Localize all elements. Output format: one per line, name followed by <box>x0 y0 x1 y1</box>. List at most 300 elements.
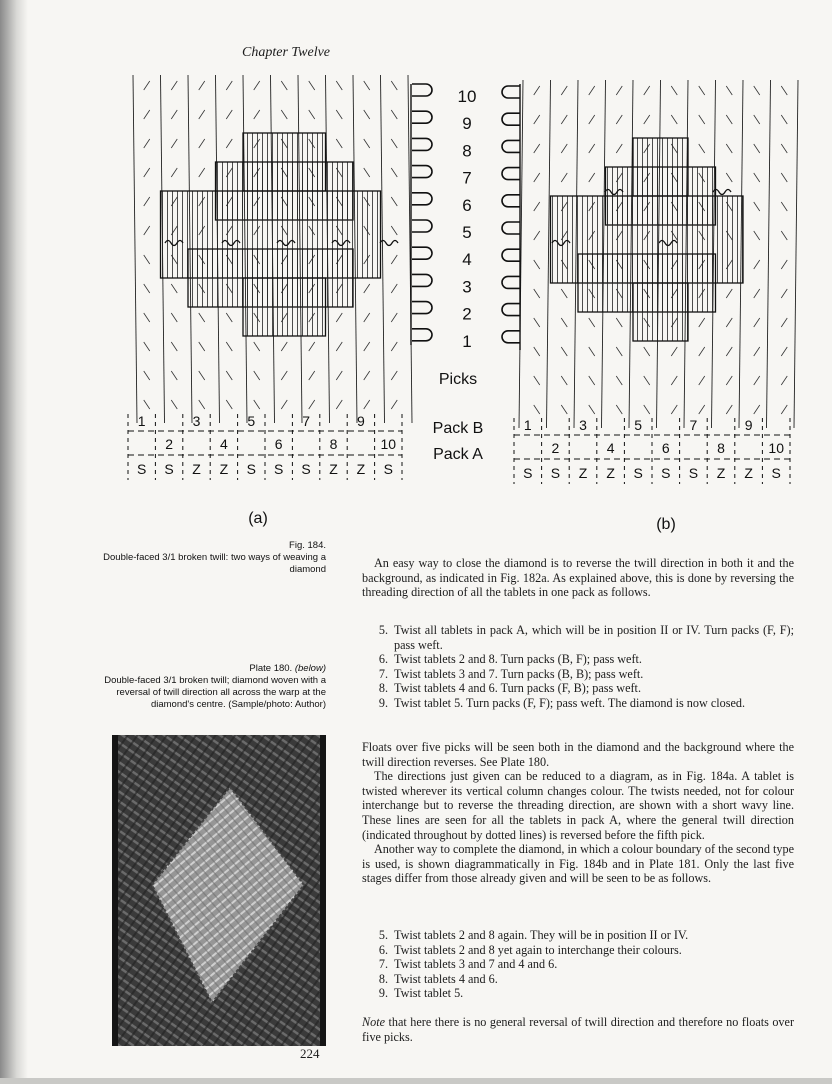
pack-a-number: 10 <box>380 436 397 452</box>
step-number: 9. <box>378 695 388 710</box>
twill-tick <box>561 86 567 95</box>
pack-b-number: 9 <box>357 413 365 429</box>
twill-tick <box>781 260 787 269</box>
twill-tick <box>616 318 622 327</box>
twill-tick <box>699 405 705 414</box>
pack-a-number: 10 <box>768 440 784 456</box>
twill-tick <box>561 173 567 182</box>
twill-tick <box>726 115 732 124</box>
twill-tick <box>534 376 540 385</box>
twill-tick <box>561 347 567 356</box>
twill-tick <box>754 231 760 240</box>
twill-tick <box>254 81 260 90</box>
twill-tick <box>226 81 232 90</box>
tablet-card-icon <box>412 274 432 286</box>
twill-tick <box>699 115 705 124</box>
twill-tick <box>616 347 622 356</box>
twill-tick <box>391 284 397 293</box>
tablet-card-icon <box>502 168 520 180</box>
threading-letter: Z <box>716 465 726 481</box>
plate-180-title-line <box>90 663 326 675</box>
twill-tick <box>171 400 177 409</box>
tablet-card-icon <box>412 111 432 123</box>
pack-a-number: 6 <box>661 440 670 456</box>
twill-tick <box>589 347 595 356</box>
twill-tick <box>226 342 232 351</box>
twill-tick <box>616 115 622 124</box>
page-bottom-edge <box>0 1078 832 1084</box>
twill-tick <box>671 347 677 356</box>
twill-tick <box>781 144 787 153</box>
diamond-block <box>633 283 688 341</box>
twill-tick <box>754 144 760 153</box>
twill-tick <box>781 376 787 385</box>
pick-number: 6 <box>462 195 472 215</box>
twill-tick <box>561 318 567 327</box>
tablet-card-icon <box>412 247 432 259</box>
twill-tick <box>391 168 397 177</box>
step-item <box>362 972 794 987</box>
tablet-card-icon <box>412 166 432 178</box>
threading-letter: S <box>550 465 561 481</box>
twill-tick <box>144 371 150 380</box>
twill-tick <box>364 110 370 119</box>
threading-letter: S <box>246 461 256 477</box>
panel-b-label: (b) <box>656 516 676 533</box>
twill-tick <box>171 110 177 119</box>
twill-tick <box>336 371 342 380</box>
tablet-card-icon <box>502 140 520 152</box>
step-number: 6. <box>378 652 388 667</box>
twill-tick <box>561 405 567 414</box>
twill-tick <box>391 371 397 380</box>
paragraph-text: The directions just given can be reduced to a diagram, as in Fig. 184a. A tablet is twisted wherever its vertical column changes colour. The twists needed, not for colour interchange but to reverse the threading direction, are shown with a short wavy line. These lines are seen for all the tablets in pack A, where the general twill direction (indicated throughout by dotted lines) is reversed before the fifth pick. <box>362 769 794 842</box>
warp-column-line <box>767 80 771 428</box>
steps-list-1 <box>362 623 794 711</box>
twill-tick <box>726 376 732 385</box>
twill-tick <box>144 81 150 90</box>
step-number: 5. <box>378 928 388 942</box>
twill-tick <box>226 139 232 148</box>
steps-list-2 <box>362 928 794 1001</box>
twill-tick <box>561 144 567 153</box>
twill-tick <box>391 139 397 148</box>
threading-letter: S <box>523 465 533 481</box>
twill-tick <box>534 231 540 240</box>
panel-a-label: (a) <box>248 510 268 527</box>
twill-tick <box>644 86 650 95</box>
warp-column-line <box>133 75 137 423</box>
twill-tick <box>364 81 370 90</box>
pick-number: 8 <box>462 141 472 161</box>
pack-a-number: 8 <box>717 440 725 456</box>
step-number: 7. <box>378 957 388 972</box>
twill-tick <box>254 342 260 351</box>
tablet-card-icon <box>502 276 520 288</box>
twill-tick <box>534 260 540 269</box>
twill-tick <box>616 144 622 153</box>
pick-number: 5 <box>462 223 472 242</box>
pick-number: 10 <box>457 87 477 106</box>
threading-letter: Z <box>744 465 753 481</box>
twill-tick <box>781 231 787 240</box>
twill-tick <box>336 139 342 148</box>
twill-tick <box>226 400 232 409</box>
twill-tick <box>534 173 540 182</box>
twill-tick <box>671 86 677 95</box>
twill-tick <box>671 405 677 414</box>
threading-letter: S <box>274 461 284 477</box>
twill-tick <box>309 400 315 409</box>
step-text: Twist tablets 3 and 7 and 4 and 6. <box>394 957 558 972</box>
twill-tick <box>644 376 650 385</box>
twill-tick <box>391 313 397 322</box>
twill-tick <box>781 405 787 414</box>
threading-letter: S <box>633 465 643 481</box>
twill-tick <box>534 202 540 211</box>
twill-tick <box>199 110 205 119</box>
tablet-card-icon <box>412 302 432 314</box>
pick-number: 1 <box>462 331 472 351</box>
twill-tick <box>144 197 150 206</box>
twill-tick <box>534 86 540 95</box>
twill-tick <box>754 173 760 182</box>
threading-letter: S <box>164 461 174 477</box>
twill-tick <box>281 371 287 380</box>
twill-tick <box>754 115 760 124</box>
twill-tick <box>699 144 705 153</box>
twill-tick <box>364 168 370 177</box>
twill-tick <box>589 144 595 153</box>
diagram-panel-a <box>133 75 412 423</box>
tablet-card-icon <box>412 193 432 205</box>
twill-tick <box>671 115 677 124</box>
twill-tick <box>644 115 650 124</box>
twill-tick <box>391 342 397 351</box>
paragraph-text: An easy way to close the diamond is to reverse the twill direction in both it and the background, as indicated in Fig. 182a. As explained above, this is done by reversing the threading direction of all the tablets in one pack as follows. <box>362 556 794 600</box>
twill-tick <box>534 405 540 414</box>
step-item <box>362 986 794 1001</box>
twill-tick <box>561 376 567 385</box>
twill-tick <box>699 86 705 95</box>
twill-tick <box>281 110 287 119</box>
twill-tick <box>589 173 595 182</box>
step-item <box>362 623 794 652</box>
twill-tick <box>144 226 150 235</box>
twill-tick <box>616 405 622 414</box>
paragraph-text: Another way to complete the diamond, in which a colour boundary of the second type is used, is shown diagrammatically in Fig. 184b and in Plate 181. Only the last five stages differ from those already given and will be seen to be as follows. <box>362 842 794 886</box>
twill-tick <box>534 144 540 153</box>
step-item <box>362 667 794 682</box>
twill-tick <box>726 144 732 153</box>
twill-tick <box>781 289 787 298</box>
twill-tick <box>391 81 397 90</box>
twill-tick <box>589 405 595 414</box>
pick-numbers <box>458 87 477 351</box>
pack-a-number: 4 <box>220 436 228 452</box>
twill-tick <box>364 400 370 409</box>
tablet-card-icon <box>502 331 520 343</box>
twill-tick <box>644 405 650 414</box>
pick-number: 2 <box>462 304 472 324</box>
twill-tick <box>199 400 205 409</box>
twill-tick <box>391 226 397 235</box>
twill-tick <box>254 110 260 119</box>
step-number: 8. <box>378 681 388 696</box>
pick-number: 4 <box>462 250 472 270</box>
threading-letter: Z <box>606 465 615 481</box>
tablet-card-icon <box>412 220 432 232</box>
body-paragraphs-2 <box>362 740 794 886</box>
twill-tick <box>144 284 150 293</box>
twill-tick <box>726 405 732 414</box>
twill-tick <box>534 115 540 124</box>
twill-tick <box>754 260 760 269</box>
twill-tick <box>171 284 177 293</box>
twill-tick <box>281 81 287 90</box>
step-text: Twist tablets 2 and 8 yet again to interchange their colours. <box>394 942 682 957</box>
diagram-panel-b <box>519 80 798 428</box>
tablet-card-icon <box>502 86 520 98</box>
picks-label: Picks <box>438 371 478 388</box>
twill-tick <box>754 289 760 298</box>
running-head: Chapter Twelve <box>242 45 331 60</box>
step-number: 9. <box>378 986 388 1001</box>
threading-letter: Z <box>192 461 201 477</box>
step-item <box>362 681 794 696</box>
twill-tick <box>391 400 397 409</box>
step-number: 8. <box>378 971 388 986</box>
note-label: Note <box>362 1015 386 1029</box>
pack-b-number: 3 <box>579 417 587 433</box>
plate-180-title: Plate 180. <box>249 663 293 674</box>
step-text: Twist all tablets in pack A, which will be in position II or IV. Turn packs (F, F); pass weft. <box>394 623 794 652</box>
pack-a-number: 6 <box>274 436 283 452</box>
threading-letter: Z <box>329 461 338 477</box>
twill-tick <box>144 400 150 409</box>
twill-tick <box>391 197 397 206</box>
tablet-card-icon <box>502 304 520 316</box>
twill-tick <box>781 202 787 211</box>
twill-tick <box>171 371 177 380</box>
twill-tick <box>616 86 622 95</box>
pack-a-label: Pack A <box>433 446 483 463</box>
step-text: Twist tablets 2 and 8. Turn packs (B, F); pass weft. <box>394 652 642 667</box>
twill-tick <box>364 313 370 322</box>
twill-tick <box>336 342 342 351</box>
twill-tick <box>226 313 232 322</box>
twill-tick <box>144 139 150 148</box>
pack-b-number: 9 <box>744 417 753 433</box>
step-item <box>362 943 794 958</box>
twill-tick <box>391 255 397 264</box>
twill-tick <box>364 139 370 148</box>
tablet-card-icon <box>412 84 432 96</box>
note-text: that here there is no general reversal of twill direction and therefore no floats over five picks. <box>362 1015 794 1044</box>
twill-tick <box>754 86 760 95</box>
twill-tick <box>309 342 315 351</box>
pack-b-label: Pack B <box>432 420 484 437</box>
figure-184-title: Fig. 184. <box>289 540 326 551</box>
twill-tick <box>561 115 567 124</box>
threading-table-a <box>128 413 402 480</box>
paragraph-text: Floats over five picks will be seen both in the diamond and the background where the twill direction reverses. See Plate 180. <box>362 740 794 769</box>
twill-tick <box>254 371 260 380</box>
plate-180-photo <box>112 735 326 1046</box>
pack-b-number: 3 <box>192 413 201 429</box>
note-paragraph <box>362 1015 794 1044</box>
twill-tick <box>589 115 595 124</box>
threading-letter: S <box>771 465 781 481</box>
twill-tick <box>726 318 732 327</box>
twill-tick <box>699 318 705 327</box>
body-paragraph-1 <box>362 556 794 600</box>
tablet-card-icon <box>502 222 520 234</box>
figure-184-text: Double-faced 3/1 broken twill: two ways of weaving a diamond <box>103 552 326 575</box>
twill-tick <box>561 289 567 298</box>
step-number: 5. <box>378 623 388 637</box>
twill-tick <box>226 371 232 380</box>
twill-tick <box>144 168 150 177</box>
plate-180-text: Double-faced 3/1 broken twill; diamond woven with a reversal of twill direction all across the warp at the diamond's centre. (Sample/photo: Author) <box>104 675 326 710</box>
twill-tick <box>171 81 177 90</box>
twill-tick <box>144 313 150 322</box>
threading-letter: Z <box>219 461 229 477</box>
step-item <box>362 652 794 667</box>
tablet-card-icon <box>502 113 520 125</box>
threading-letter: S <box>383 461 393 477</box>
threading-letter: Z <box>578 465 588 481</box>
step-text: Twist tablet 5. Turn packs (F, F); pass weft. The diamond is now closed. <box>394 695 746 710</box>
diamond-block <box>243 278 326 336</box>
step-number: 6. <box>378 942 388 957</box>
twill-tick <box>754 318 760 327</box>
pack-b-number: 1 <box>137 413 146 429</box>
twill-tick <box>589 86 595 95</box>
tablet-card-icon <box>502 249 520 261</box>
pick-number: 9 <box>462 114 472 134</box>
twill-tick <box>754 202 760 211</box>
twill-tick <box>281 400 287 409</box>
twill-tick <box>699 347 705 356</box>
pack-b-number: 7 <box>689 417 698 433</box>
pack-a-number: 2 <box>165 436 173 452</box>
twill-tick <box>254 400 260 409</box>
pack-b-number: 5 <box>634 417 643 433</box>
threading-letter: S <box>661 465 671 481</box>
pack-b-number: 5 <box>247 413 256 429</box>
step-text: Twist tablets 4 and 6. Turn packs (F, B); pass weft. <box>394 681 641 696</box>
twill-tick <box>199 139 205 148</box>
step-number: 7. <box>378 666 388 681</box>
threading-table-b <box>514 417 790 484</box>
pick-number: 7 <box>462 168 472 188</box>
twill-tick <box>781 86 787 95</box>
threading-letter: S <box>137 461 147 477</box>
twill-tick <box>309 371 315 380</box>
tablet-card-icon <box>502 195 520 207</box>
tablet-card-icon <box>412 329 432 341</box>
twill-tick <box>781 173 787 182</box>
twill-tick <box>144 110 150 119</box>
twill-tick <box>726 86 732 95</box>
twill-tick <box>144 342 150 351</box>
twill-tick <box>391 110 397 119</box>
twill-tick <box>309 110 315 119</box>
twill-tick <box>281 342 287 351</box>
pick-number: 3 <box>462 277 472 297</box>
twill-tick <box>699 376 705 385</box>
twill-tick <box>336 313 342 322</box>
pack-b-number: 1 <box>523 417 532 433</box>
twill-tick <box>171 168 177 177</box>
twill-tick <box>364 284 370 293</box>
pack-a-number: 8 <box>329 436 338 452</box>
twill-tick <box>589 376 595 385</box>
twill-tick <box>364 371 370 380</box>
pack-a-number: 2 <box>551 440 560 456</box>
twill-tick <box>671 376 677 385</box>
twill-tick <box>199 313 205 322</box>
step-item <box>362 928 794 943</box>
twill-tick <box>726 173 732 182</box>
twill-tick <box>364 342 370 351</box>
step-text: Twist tablets 2 and 8 again. They will be in position II or IV. <box>394 928 689 942</box>
twill-tick <box>144 255 150 264</box>
step-text: Twist tablets 3 and 7. Turn packs (B, B); pass weft. <box>394 666 644 681</box>
twill-tick <box>534 347 540 356</box>
figure-184-caption <box>100 540 326 576</box>
twill-tick <box>171 342 177 351</box>
twill-tick <box>199 342 205 351</box>
twill-tick <box>309 81 315 90</box>
twill-tick <box>589 318 595 327</box>
twill-tick <box>199 168 205 177</box>
step-item <box>362 696 794 711</box>
step-text: Twist tablet 5. <box>394 986 464 1001</box>
twill-tick <box>781 115 787 124</box>
tablet-card-icon <box>412 138 432 150</box>
pack-a-number: 4 <box>606 440 615 456</box>
step-item <box>362 957 794 972</box>
pack-b-number: 7 <box>302 413 310 429</box>
twill-tick <box>616 376 622 385</box>
twill-tick <box>199 81 205 90</box>
twill-tick <box>534 318 540 327</box>
threading-letter: Z <box>356 461 366 477</box>
twill-tick <box>336 110 342 119</box>
twill-tick <box>726 289 732 298</box>
twill-tick <box>226 110 232 119</box>
twill-tick <box>781 347 787 356</box>
twill-tick <box>754 376 760 385</box>
plate-180-title-suffix: (below) <box>294 663 326 674</box>
twill-tick <box>644 347 650 356</box>
twill-tick <box>726 347 732 356</box>
step-text: Twist tablets 4 and 6. <box>394 971 498 986</box>
threading-letter: S <box>688 465 699 481</box>
twill-tick <box>534 289 540 298</box>
twill-tick <box>754 405 760 414</box>
twill-tick <box>199 371 205 380</box>
threading-letter: S <box>301 461 311 477</box>
plate-180-caption <box>90 663 326 711</box>
twill-tick <box>171 313 177 322</box>
page-number: 224 <box>300 1046 320 1061</box>
twill-tick <box>754 347 760 356</box>
twill-tick <box>781 318 787 327</box>
twill-tick <box>171 139 177 148</box>
